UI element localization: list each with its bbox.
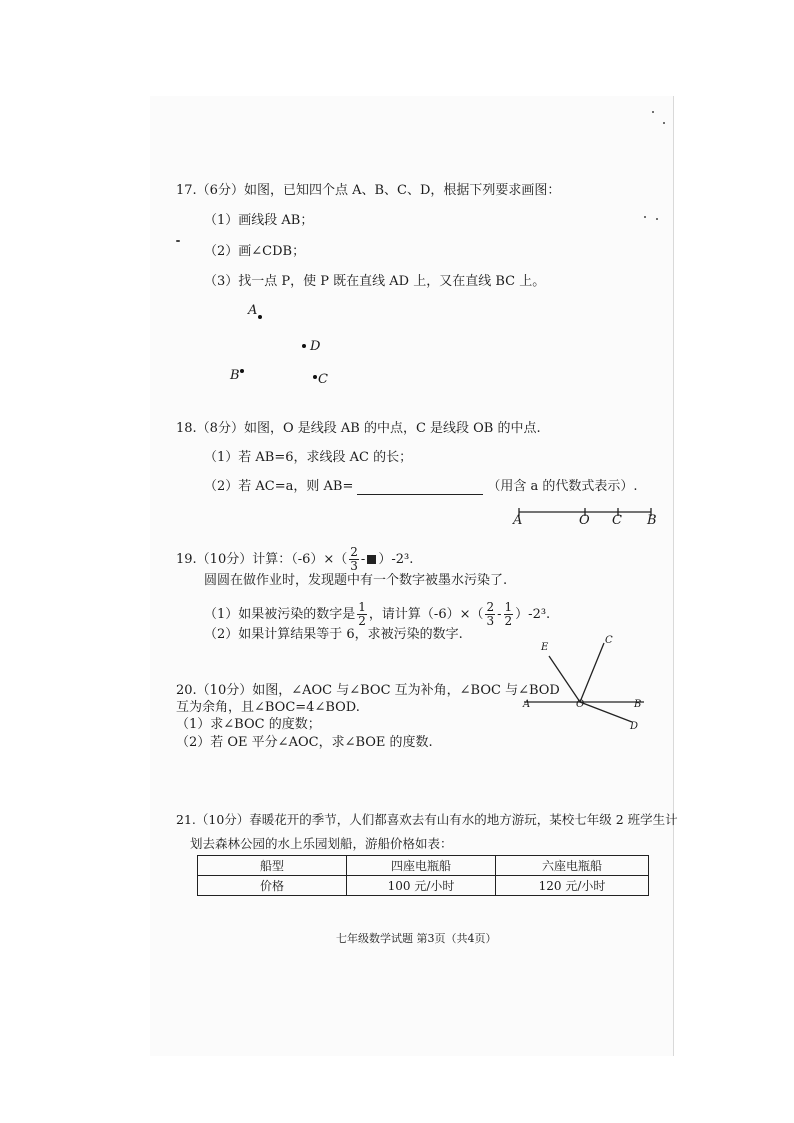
q17-label-c: C [318, 372, 328, 387]
q19-frac-b-den: 2 [504, 614, 513, 628]
q20-label-d: D [630, 721, 639, 732]
q19-part1-mid: ，请计算（-6）×（ [368, 607, 484, 622]
q18-answer-blank[interactable] [357, 482, 483, 495]
q19-half [357, 601, 367, 628]
q17-part3: （3）找一点 P，使 P 既在直线 AD 上，又在直线 BC 上。 [204, 274, 546, 289]
price-table [197, 855, 649, 896]
q17-label-d: D [310, 339, 321, 354]
q19-stem-prefix: 19.（10分）计算：（-6）×（ [176, 552, 348, 567]
q17-part2: （2）画∠CDB； [204, 244, 306, 259]
q18-label-c: C [612, 513, 622, 528]
q21-line1: 21.（10分）春暖花开的季节，人们都喜欢去有山有水的地方游玩，某校七年级 2 班学生计 [176, 812, 678, 827]
q19-frac-a-num: 2 [486, 600, 495, 614]
q17-point-b [240, 369, 244, 373]
scan-speck [176, 240, 180, 242]
q19-minus: - [360, 552, 366, 567]
q20-label-a: A [523, 699, 531, 710]
q19-intro: 圆圆在做作业时，发现题中有一个数字被墨水污染了. [204, 573, 508, 588]
q19-fraction [349, 546, 359, 573]
table-cell: 四座电瓶船 [347, 856, 496, 876]
table-row [198, 876, 649, 896]
q20-part1: （1）求∠BOC 的度数； [176, 717, 321, 732]
q19-part2: （2）如果计算结果等于 6，求被污染的数字. [204, 627, 463, 642]
q19-stem-suffix: ）-2³. [378, 552, 414, 567]
q19-part1-prefix: （1）如果被污染的数字是 [204, 607, 356, 622]
q18-part1: （1）若 AB=6，求线段 AC 的长； [204, 450, 413, 465]
q21-line2: 划去森林公园的水上乐园划船，游船价格如表： [190, 836, 453, 851]
q19-fraction-den: 3 [350, 559, 358, 573]
q20-part2: （2）若 OE 平分∠AOC，求∠BOE 的度数. [176, 735, 433, 750]
q17-part1: （1）画线段 AB； [204, 213, 314, 228]
q19-frac-a-den: 3 [486, 614, 495, 628]
q20-label-e: E [541, 642, 549, 653]
table-cell: 价格 [198, 876, 347, 896]
q20-label-b: B [634, 699, 642, 710]
q18-part2-suffix: （用含 a 的代数式表示）. [487, 479, 638, 494]
q19-part1-suffix: ）-2³. [515, 607, 551, 622]
q19-fraction-num: 2 [350, 545, 358, 559]
q17-point-a [258, 315, 262, 319]
q19-frac-b-num: 1 [504, 600, 513, 614]
q18-label-o: O [579, 513, 590, 528]
page-footer: 七年级数学试题 第3页（共4页） [336, 932, 497, 945]
q18-stem: 18.（8分）如图，O 是线段 AB 的中点，C 是线段 OB 的中点. [176, 421, 541, 436]
scan-speck [663, 122, 665, 124]
q18-label-b: B [647, 513, 657, 528]
q20-stem-line1: 20.（10分）如图，∠AOC 与∠BOC 互为补角，∠BOC 与∠BOD [176, 683, 560, 698]
scan-speck [656, 218, 658, 220]
q18-part2 [204, 479, 638, 495]
q19-half-den: 2 [358, 614, 366, 628]
q19-part1-minus: - [497, 607, 502, 622]
table-row [198, 856, 649, 876]
q20-label-o: O [576, 699, 585, 710]
scan-speck [644, 216, 646, 218]
q17-label-b: B [230, 368, 240, 383]
q17-point-d [302, 344, 306, 348]
q19-half-num: 1 [358, 600, 366, 614]
q20-label-c: C [605, 635, 613, 646]
q17-point-c [313, 375, 317, 379]
table-cell: 六座电瓶船 [496, 856, 649, 876]
q18-label-a: A [513, 513, 523, 528]
paper-edge [673, 96, 674, 1056]
ink-blot-icon [367, 555, 376, 564]
q19-part1 [204, 601, 550, 628]
q20-stem-line2: 互为余角，且∠BOC=4∠BOD. [176, 700, 360, 715]
q19-frac-b [504, 601, 514, 628]
q18-part2-prefix: （2）若 AC=a，则 AB= [204, 479, 354, 494]
scan-speck [652, 111, 654, 113]
table-cell: 船型 [198, 856, 347, 876]
table-cell: 120 元/小时 [496, 876, 649, 896]
q19-frac-a [485, 601, 495, 628]
q17-label-a: A [248, 303, 258, 318]
q17-stem: 17.（6分）如图，已知四个点 A、B、C、D，根据下列要求画图： [176, 183, 561, 198]
table-cell: 100 元/小时 [347, 876, 496, 896]
q19-stem [176, 546, 413, 573]
